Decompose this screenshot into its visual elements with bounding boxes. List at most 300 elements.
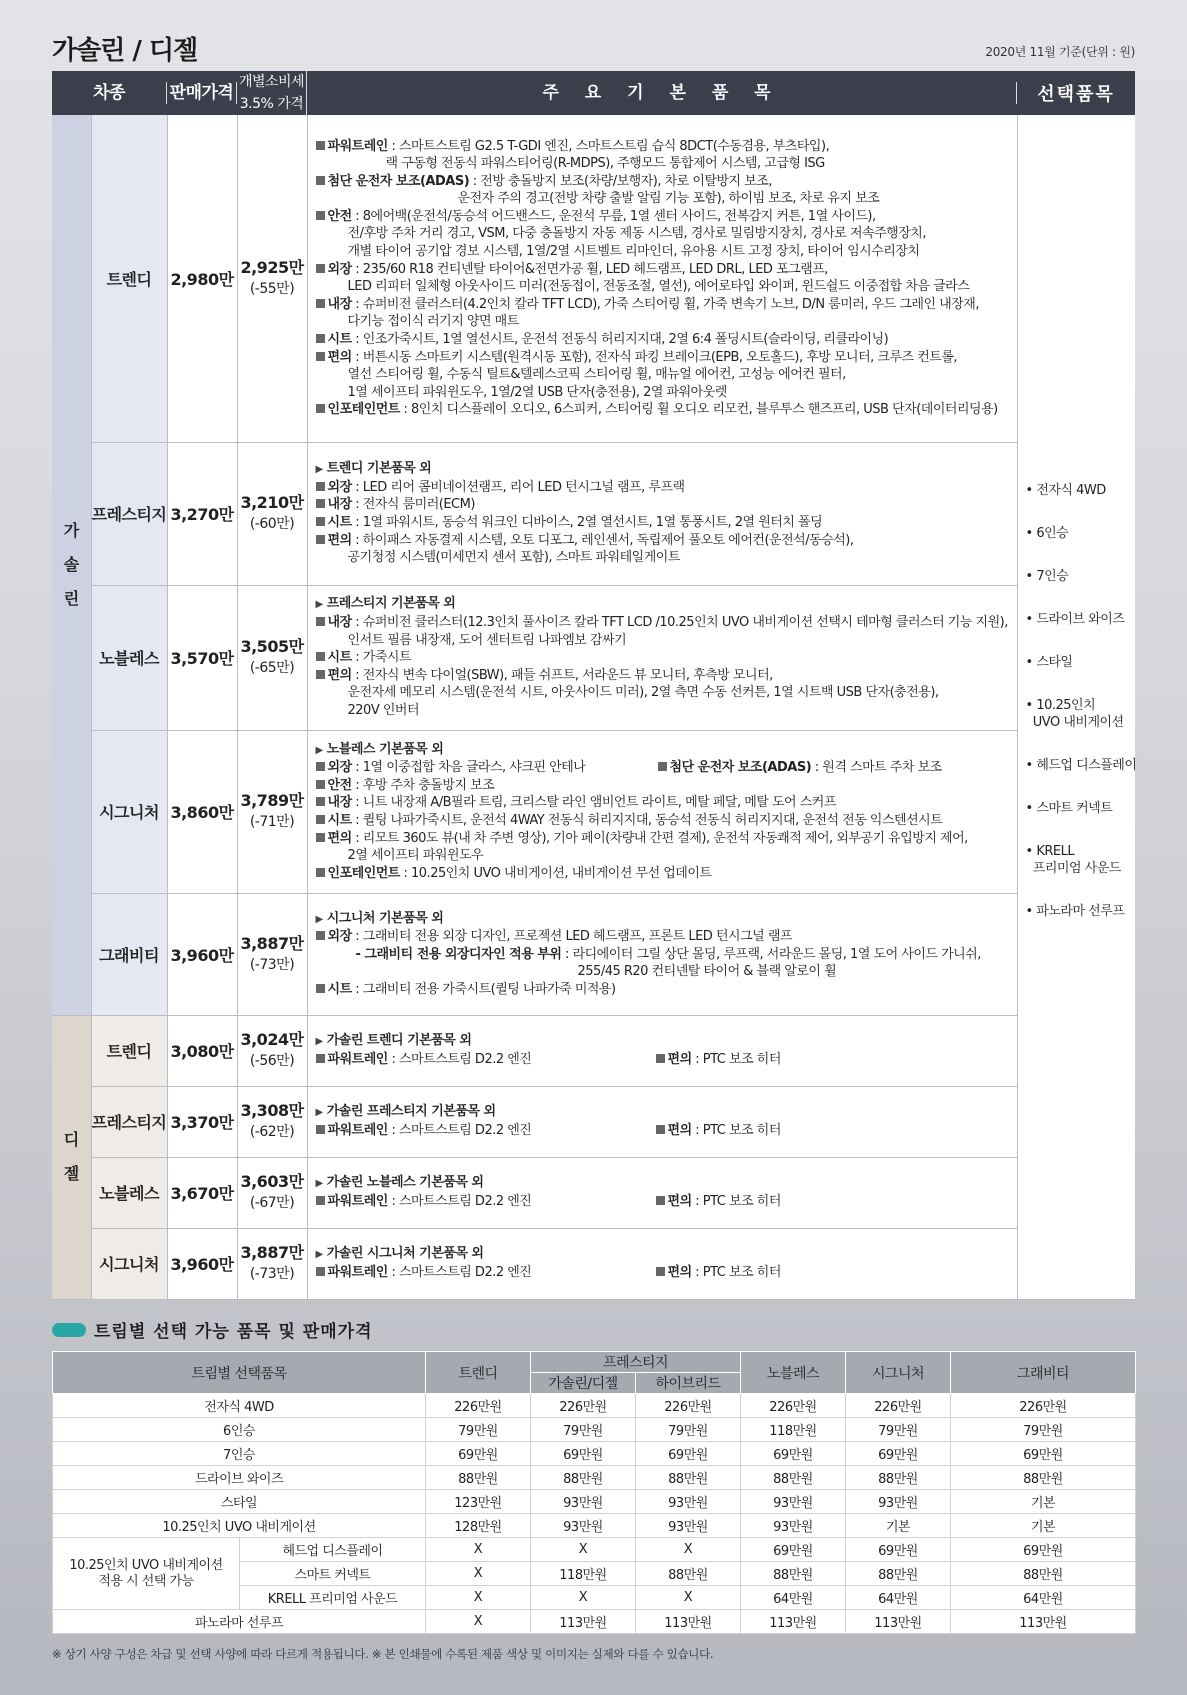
option-price: 64만원 [741, 1586, 846, 1610]
feature-category: 트렌디 기본품목 외 [326, 461, 432, 477]
feature-category: 파워트레인 [327, 1265, 388, 1280]
trim-row [52, 1086, 1135, 1157]
option-item: • KRELL 프리미엄 사운드 [1025, 843, 1121, 876]
feature-text: : 스마트스트림 D2.2 엔진 [387, 1265, 532, 1280]
option-price: 79만원 [636, 1418, 741, 1442]
tax-price-diff: (-55만) [249, 280, 295, 297]
tax-price-diff: (-62만) [249, 1124, 295, 1140]
option-price: 226만원 [426, 1394, 531, 1418]
option-name: 헤드업 디스플레이 [240, 1538, 426, 1562]
option-price: X [531, 1586, 636, 1610]
feature-text: : 스마트스트림 D2.2 엔진 [387, 1194, 532, 1209]
square-bullet-icon [316, 264, 325, 273]
feature-text: 전/후방 주차 거리 경고, VSM, 다중 충돌방지 자동 제동 시스템, 경사로 밀림방지장치, 경사로 저속주행장치, [347, 226, 926, 242]
feature-text: : 전방 충돌방지 보조(차량/보행자), 차로 이탈방지 보조, [469, 173, 772, 189]
feature-line [316, 794, 1009, 812]
feature-text: : PTC 보조 히터 [691, 1194, 781, 1209]
option-list [1017, 115, 1135, 1299]
option-price: 88만원 [951, 1562, 1136, 1586]
tax-price-diff: (-60만) [249, 516, 295, 532]
trim-tax-price [237, 442, 307, 585]
feature-category: 시트 [327, 813, 352, 828]
trim-features [307, 1228, 1017, 1299]
feature-line [316, 331, 1009, 349]
header-options: 선택품목 [1017, 71, 1135, 115]
header-features: 주 요 기 본 품 목 [307, 71, 1017, 115]
header-trendy: 트렌디 [426, 1352, 531, 1394]
square-bullet-icon [658, 762, 667, 771]
option-price: 88만원 [531, 1466, 636, 1490]
option-price: 69만원 [846, 1442, 951, 1466]
feature-line [316, 460, 1009, 479]
tax-price-diff: (-71만) [249, 814, 295, 830]
option-price: 69만원 [636, 1442, 741, 1466]
option-price: 128만원 [426, 1514, 531, 1538]
trim-price: 3,960만 [167, 1228, 237, 1299]
feature-text: : 전자식 변속 다이얼(SBW), 패들 쉬프트, 서라운드 뷰 모니터, 후측방 모니터, [351, 667, 773, 683]
feature-category: 가솔린 트렌디 기본품목 외 [326, 1033, 472, 1049]
trim-tax-price [237, 1228, 307, 1299]
feature-line [316, 366, 1009, 384]
feature-category: 첨단 운전자 보조(ADAS) [669, 760, 812, 776]
option-price: 226만원 [846, 1394, 951, 1418]
feature-line [316, 684, 1009, 702]
option-price: 113만원 [741, 1610, 846, 1634]
tax-price-value: 3,887만 [240, 1243, 304, 1262]
trim-features [307, 1157, 1017, 1228]
trim-price: 3,370만 [167, 1086, 237, 1157]
option-price: 79만원 [531, 1418, 636, 1442]
trim-tax-price [237, 1086, 307, 1157]
option-row [53, 1538, 1136, 1562]
option-price: 69만원 [951, 1538, 1136, 1562]
feature-text: 220V 인버터 [347, 702, 420, 718]
triangle-bullet-icon: ▶ [315, 1249, 323, 1261]
option-price: 113만원 [531, 1610, 636, 1634]
option-price: 88만원 [741, 1466, 846, 1490]
tax-price-diff: (-56만) [249, 1053, 295, 1069]
feature-line [316, 946, 1009, 964]
square-bullet-icon [316, 797, 325, 806]
feature-line [316, 243, 1009, 261]
option-price: 79만원 [951, 1418, 1136, 1442]
feature-line [316, 632, 1009, 650]
tax-price-value: 3,505만 [240, 637, 304, 656]
section-title: 트림별 선택 가능 품목 및 판매가격 [94, 1322, 373, 1342]
feature-line [316, 296, 1009, 314]
feature-line [316, 1174, 1009, 1193]
feature-line [316, 225, 1009, 243]
square-bullet-icon [316, 141, 325, 150]
feature-text: 인서트 필름 내장재, 도어 센터트림 나파엠보 감싸기 [347, 632, 627, 648]
option-price: 93만원 [531, 1490, 636, 1514]
option-price: 113만원 [846, 1610, 951, 1634]
feature-line [316, 910, 1009, 929]
square-bullet-icon [656, 1267, 665, 1276]
diesel-group-label: 디 젤 [52, 1015, 91, 1299]
feature-line [316, 847, 1009, 865]
feature-text: : 8에어백(운전석/동승석 어드밴스드, 운전석 무릎, 1열 센터 사이드, 전복감지 커튼, 1열 사이드), [351, 208, 876, 224]
feature-line [316, 1264, 1009, 1282]
option-price: 88만원 [741, 1562, 846, 1586]
option-item: • 6인승 [1025, 525, 1069, 541]
date-note: 2020년 11월 기준(단위 : 원) [985, 45, 1135, 59]
option-price: X [531, 1538, 636, 1562]
trim-tax-price [237, 1015, 307, 1086]
footnote: ※ 상기 사양 구성은 차급 및 선택 사양에 따라 다르게 적용됩니다. ※ 본 인쇄물에 수록된 제품 색상 및 이미지는 실제와 다를 수 있습니다. [52, 1647, 714, 1661]
feature-text: : 퀼팅 나파가죽시트, 운전석 4WAY 전동식 허리지지대, 동승석 전동식 허리지지대, 운전석 전동 익스텐션시트 [351, 813, 943, 828]
feature-category: 인포테인먼트 [327, 865, 400, 881]
trim-row [52, 585, 1135, 730]
option-price: 93만원 [636, 1490, 741, 1514]
feature-text: : 가죽시트 [351, 650, 412, 666]
option-row [53, 1394, 1136, 1418]
feature-line [316, 549, 1009, 567]
feature-line [316, 759, 1009, 777]
feature-second-col [656, 1051, 781, 1069]
option-price: X [636, 1538, 741, 1562]
feature-category: 가솔린 시그니처 기본품목 외 [326, 1246, 484, 1262]
square-bullet-icon [316, 517, 325, 526]
header-signature: 시그니처 [846, 1352, 951, 1394]
trim-price: 3,270만 [167, 442, 237, 585]
option-price: 88만원 [846, 1466, 951, 1490]
feature-line [316, 595, 1009, 614]
option-row [53, 1466, 1136, 1490]
square-bullet-icon [316, 535, 325, 544]
option-row [53, 1418, 1136, 1442]
triangle-bullet-icon: ▶ [315, 1107, 323, 1119]
header-tax-price: 개별소비세 3.5% 가격 [237, 71, 307, 115]
option-item: • 스마트 커넥트 [1025, 800, 1113, 816]
square-bullet-icon [316, 984, 325, 993]
option-price: 226만원 [531, 1394, 636, 1418]
option-name: 드라이브 와이즈 [53, 1466, 426, 1490]
feature-line [316, 514, 1009, 532]
tax-price-value: 2,925만 [240, 257, 304, 277]
square-bullet-icon [316, 352, 325, 361]
feature-text: : PTC 보조 히터 [691, 1265, 781, 1280]
header-gravity: 그래비티 [951, 1352, 1136, 1394]
feature-line [316, 777, 1009, 795]
feature-text: 255/45 R20 컨티넨탈 타이어 & 블랙 알로이 휠 [577, 964, 837, 980]
feature-text: : 스마트스트림 D2.2 엔진 [387, 1123, 532, 1138]
feature-category: 파워트레인 [327, 138, 388, 154]
feature-line [316, 649, 1009, 667]
trim-row [52, 1015, 1135, 1086]
square-bullet-icon [316, 299, 325, 308]
option-price: 기본 [846, 1514, 951, 1538]
trim-tax-price [237, 730, 307, 893]
tax-price-diff: (-73만) [249, 1266, 295, 1282]
square-bullet-icon [316, 1054, 325, 1063]
feature-category: 내장 [327, 615, 352, 631]
option-price: 79만원 [846, 1418, 951, 1442]
page-title: 가솔린 / 디젤 [52, 36, 198, 66]
option-row [53, 1442, 1136, 1466]
tax-price-diff: (-67만) [249, 1195, 295, 1211]
feature-line [316, 479, 1009, 497]
option-price: 69만원 [531, 1442, 636, 1466]
feature-category: 편의 [667, 1194, 692, 1209]
feature-category: 편의 [327, 667, 352, 683]
feature-text: LED 리피터 일체형 아웃사이드 미러(전동접이, 전동조절, 열선), 에어로타입 와이퍼, 윈드쉴드 이중접합 차음 글라스 [347, 279, 970, 295]
feature-text: : 슈퍼비전 클러스터(4.2인치 칼라 TFT LCD), 가죽 스티어링 휠, 가죽 변속기 노브, D/N 룸미러, 우드 그레인 내장재, [351, 296, 979, 312]
feature-category: 가솔린 프레스티지 기본품목 외 [326, 1104, 496, 1120]
option-price: 226만원 [951, 1394, 1136, 1418]
feature-line [316, 702, 1009, 720]
option-row [53, 1610, 1136, 1634]
feature-category: 외장 [327, 479, 352, 495]
option-price: 226만원 [636, 1394, 741, 1418]
feature-text: : 슈퍼비전 클러스터(12.3인치 풀사이즈 칼라 TFT LCD /10.25인치 UVO 내비게이션 선택시 테마형 클러스터 기능 지원), [351, 615, 1008, 631]
feature-category: 내장 [327, 497, 352, 513]
feature-text: : 235/60 R18 컨티넨탈 타이어&전면가공 휠, LED 헤드램프, LED DRL, LED 포그램프, [351, 261, 828, 277]
feature-category: 파워트레인 [327, 1052, 388, 1067]
tax-price-value: 3,887만 [240, 933, 304, 953]
option-price: 118만원 [531, 1562, 636, 1586]
triangle-bullet-icon: ▶ [315, 464, 323, 476]
header-prestige-gasoline-diesel: 가솔린/디젤 [531, 1373, 636, 1394]
square-bullet-icon [316, 931, 325, 940]
feature-category: 시트 [327, 650, 352, 666]
feature-category: 인포테인먼트 [327, 402, 400, 418]
feature-text: : 니트 내장재 A/B필라 트림, 크리스탈 라인 앰비언트 라이트, 메탈 페달, 메탈 도어 스커프 [351, 795, 836, 811]
trim-row [52, 730, 1135, 893]
feature-line [316, 313, 1009, 331]
triangle-bullet-icon: ▶ [315, 744, 323, 756]
trim-price: 3,860만 [167, 730, 237, 893]
feature-text: : 하이패스 자동결제 시스템, 오토 디포그, 레인센서, 독립제어 풀오토 에어컨(운전석/동승석), [351, 532, 854, 548]
option-price: 93만원 [741, 1490, 846, 1514]
feature-category: 파워트레인 [327, 1123, 388, 1138]
feature-text: 운전자 주의 경고(전방 차량 출발 알림 기능 포함), 하이빔 보조, 차로 유지 보조 [457, 191, 880, 207]
feature-line [316, 138, 1009, 156]
triangle-bullet-icon: ▶ [315, 913, 323, 925]
feature-category: 외장 [327, 760, 352, 776]
square-bullet-icon [316, 815, 325, 824]
square-bullet-icon [656, 1196, 665, 1205]
option-name: KRELL 프리미엄 사운드 [240, 1586, 426, 1610]
square-bullet-icon [316, 652, 325, 661]
trim-features [307, 442, 1017, 585]
feature-text: : 1열 이중접합 차음 글라스, 샤크핀 안테나 [351, 760, 586, 776]
feature-text: : LED 리어 콤비네이션램프, 리어 LED 턴시그널 램프, 루프랙 [351, 479, 685, 495]
feature-category: 외장 [327, 261, 352, 277]
trim-tax-price [237, 1157, 307, 1228]
feature-line [316, 1122, 1009, 1140]
feature-category: 편의 [327, 532, 352, 548]
feature-second-col [656, 1264, 781, 1282]
feature-text: : 8인치 디스플레이 오디오, 6스피커, 스티어링 휠 오디오 리모컨, 블루투스 핸즈프리, USB 단자(데이터리딩용) [399, 402, 998, 418]
option-price: 69만원 [741, 1538, 846, 1562]
feature-text: : 리모트 360도 뷰(내 차 주변 영상), 기아 페이(차량내 간편 결제), 운전석 자동쾌적 제어, 외부공기 유입방지 제어, [351, 830, 968, 846]
square-bullet-icon [316, 482, 325, 491]
option-price: X [426, 1562, 531, 1586]
feature-line [316, 278, 1009, 296]
option-price: 113만원 [951, 1610, 1136, 1634]
square-bullet-icon [316, 176, 325, 185]
option-price: 123만원 [426, 1490, 531, 1514]
feature-category: 노블레스 기본품목 외 [326, 741, 444, 757]
feature-text: 공기청정 시스템(미세먼지 센서 포함), 스마트 파워테일게이트 [347, 550, 680, 566]
feature-text: 개별 타이어 공기압 경보 시스템, 1열/2열 시트벨트 리마인더, 유아용 시트 고정 장치, 타이어 임시수리장치 [347, 244, 920, 260]
option-price: 113만원 [636, 1610, 741, 1634]
feature-category: 안전 [327, 208, 352, 224]
trim-price: 3,080만 [167, 1015, 237, 1086]
square-bullet-icon [316, 1267, 325, 1276]
square-bullet-icon [316, 499, 325, 508]
trim-name: 트렌디 [91, 115, 167, 442]
trim-features [307, 585, 1017, 730]
header-trim: 차종 [52, 71, 167, 115]
trim-name: 시그니처 [91, 730, 167, 893]
feature-category: 편의 [667, 1265, 692, 1280]
trim-name: 프레스티지 [91, 1086, 167, 1157]
feature-line [316, 812, 1009, 830]
option-price: 69만원 [846, 1538, 951, 1562]
feature-category: 안전 [327, 777, 352, 793]
trim-row [52, 893, 1135, 1015]
square-bullet-icon [316, 334, 325, 343]
header-prestige-hybrid: 하이브리드 [636, 1373, 741, 1394]
option-item: • 10.25인치 UVO 내비게이션 [1025, 697, 1124, 730]
feature-line [316, 981, 1009, 999]
tax-price-value: 3,210만 [240, 493, 304, 512]
option-group-label: 10.25인치 UVO 내비게이션 적용 시 선택 가능 [53, 1538, 240, 1610]
trim-name: 그래비티 [91, 893, 167, 1015]
feature-text: : 10.25인치 UVO 내비게이션, 내비게이션 무선 업데이트 [399, 865, 712, 881]
feature-text: 운전자세 메모리 시스템(운전석 시트, 아웃사이드 미러), 2열 측면 수동 선커튼, 1열 시트백 USB 단자(충전용), [347, 685, 939, 701]
option-price: 93만원 [741, 1514, 846, 1538]
header-option-item: 트림별 선택품목 [53, 1352, 426, 1394]
feature-text: : 후방 주차 충돌방지 보조 [351, 777, 495, 793]
feature-category: 시트 [327, 332, 352, 348]
option-price: 64만원 [846, 1586, 951, 1610]
feature-line [316, 261, 1009, 279]
feature-category: 시트 [327, 981, 352, 997]
tax-price-value: 3,308만 [240, 1101, 304, 1120]
trim-features [307, 1015, 1017, 1086]
feature-text: : 스마트스트림 D2.2 엔진 [387, 1052, 532, 1067]
option-price: 88만원 [951, 1466, 1136, 1490]
option-price: X [426, 1538, 531, 1562]
option-price: 69만원 [426, 1442, 531, 1466]
square-bullet-icon [316, 833, 325, 842]
feature-line [316, 1245, 1009, 1264]
feature-category: 내장 [327, 296, 352, 312]
option-item: • 헤드업 디스플레이 [1025, 757, 1137, 773]
feature-text: 랙 구동형 전동식 파워스티어링(R-MDPS), 주행모드 통합제어 시스템, 고급형 ISG [385, 156, 825, 172]
trim-tax-price [237, 893, 307, 1015]
feature-text: 2열 세이프티 파워윈도우 [347, 848, 484, 864]
feature-line [316, 963, 1009, 981]
feature-line [316, 741, 1009, 760]
header-noblesse: 노블레스 [741, 1352, 846, 1394]
feature-line [316, 349, 1009, 367]
feature-text: : PTC 보조 히터 [691, 1052, 781, 1067]
feature-line [316, 928, 1009, 946]
option-name: 10.25인치 UVO 내비게이션 [53, 1514, 426, 1538]
feature-text: : 전자식 룸미러(ECM) [351, 497, 475, 513]
square-bullet-icon [316, 670, 325, 679]
square-bullet-icon [316, 762, 325, 771]
square-bullet-icon [656, 1125, 665, 1134]
feature-category: 프레스티지 기본품목 외 [326, 596, 456, 612]
trim-row [52, 1228, 1135, 1299]
trim-row [52, 1157, 1135, 1228]
option-price: 79만원 [426, 1418, 531, 1442]
tax-price-value: 3,603만 [240, 1172, 304, 1191]
trim-name: 노블레스 [91, 1157, 167, 1228]
option-row [53, 1490, 1136, 1514]
option-price: 93만원 [846, 1490, 951, 1514]
option-name: 스마트 커넥트 [240, 1562, 426, 1586]
feature-category: 시그니처 기본품목 외 [326, 910, 444, 926]
triangle-bullet-icon: ▶ [315, 1036, 323, 1048]
tax-price-diff: (-73만) [249, 956, 295, 973]
trim-name: 프레스티지 [91, 442, 167, 585]
feature-category: 가솔린 노블레스 기본품목 외 [326, 1175, 484, 1191]
option-price: 69만원 [951, 1442, 1136, 1466]
feature-category: 시트 [327, 515, 352, 530]
feature-line [316, 614, 1009, 632]
option-price: 93만원 [636, 1514, 741, 1538]
feature-category: 파워트레인 [327, 1194, 388, 1209]
triangle-bullet-icon: ▶ [315, 1178, 323, 1190]
trim-features [307, 893, 1017, 1015]
trim-price: 3,570만 [167, 585, 237, 730]
feature-text: : 스마트스트림 G2.5 T-GDI 엔진, 스마트스트림 습식 8DCT(수동겸용, 부츠타입), [387, 138, 830, 154]
feature-second-col [656, 1193, 781, 1211]
triangle-bullet-icon: ▶ [315, 599, 323, 611]
trim-price: 3,670만 [167, 1157, 237, 1228]
trim-price: 2,980만 [167, 115, 237, 442]
feature-line [316, 155, 1009, 173]
option-price: 64만원 [951, 1586, 1136, 1610]
feature-line [316, 532, 1009, 550]
square-bullet-icon [316, 780, 325, 789]
header-price: 판매가격 [167, 71, 237, 115]
feature-text: 1열 세이프티 파워윈도우, 1열/2열 USB 단자(충전용), 2열 파워아웃렛 [347, 384, 727, 400]
feature-category: 첨단 운전자 보조(ADAS) [327, 173, 470, 189]
feature-line [316, 384, 1009, 402]
section-marker-icon [52, 1323, 86, 1337]
gasoline-group-label: 가 솔 린 [52, 115, 91, 1015]
tax-price-value: 3,789만 [240, 791, 304, 810]
option-price: 88만원 [636, 1466, 741, 1490]
tax-price-diff: (-65만) [249, 660, 295, 676]
square-bullet-icon [316, 868, 325, 877]
trim-row [52, 115, 1135, 442]
feature-line [316, 190, 1009, 208]
option-price: 기본 [951, 1514, 1136, 1538]
option-item: • 스타일 [1025, 654, 1073, 670]
square-bullet-icon [316, 1125, 325, 1134]
feature-line [316, 1051, 1009, 1069]
square-bullet-icon [316, 1196, 325, 1205]
feature-line [316, 865, 1009, 883]
trim-tax-price [237, 585, 307, 730]
square-bullet-icon [316, 211, 325, 220]
feature-text: : 인조가죽시트, 1열 열선시트, 운전석 전동식 허리지지대, 2열 6:4 폴딩시트(슬라이딩, 리클라이닝) [351, 332, 889, 348]
feature-line [316, 496, 1009, 514]
option-price: 88만원 [846, 1562, 951, 1586]
feature-text: : 라디에이터 그릴 상단 몰딩, 루프랙, 서라운드 몰딩, 1열 도어 사이드 가니쉬, [561, 946, 981, 962]
option-name: 7인승 [53, 1442, 426, 1466]
feature-line [316, 1103, 1009, 1122]
spec-table [52, 71, 1135, 1300]
